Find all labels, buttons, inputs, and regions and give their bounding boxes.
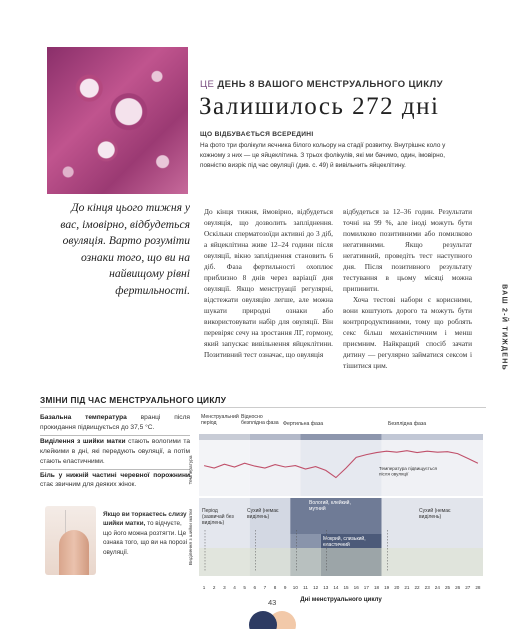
y-axis-label-mucus: Виділення з шийки матки xyxy=(189,508,194,566)
x-tick-label: 17 xyxy=(363,585,369,590)
mucus-label: (зазвичай без xyxy=(202,514,234,520)
x-tick-label: 5 xyxy=(243,585,246,590)
x-tick-label: 24 xyxy=(434,585,440,590)
x-tick-label: 4 xyxy=(233,585,236,590)
mucus-note-bold: Виділення з шийки матки xyxy=(40,437,126,445)
cycle-chart-svg xyxy=(183,412,485,607)
pain-note-bold: Біль у нижній частині черевної порожнини xyxy=(40,471,190,479)
mucus-label: Сухий (немає xyxy=(247,508,279,514)
page-title: Залишилось 272 дні xyxy=(199,93,440,120)
mucus-label: мутний xyxy=(309,506,326,512)
body-paragraph: До кінця тижня, ймовірно, відбудеться овуляція, що дозволить запліднення. Оскільки сперматозоїди активні до 3 діб, а яйцеклітина живе 12–24 години після овуляції, вікно запліднення становить 6 діб. Фаза фертильності охоплює приблизно 8 днів через варіації дня овуляції. Якщо менструації регулярні, відстежати овуляцію легше, але можна шукати природні ознаки або використовувати набір для овуляції. Він перевіряє сечу на зростання ЛГ, гормону, який запускає вивільнення яйцеклітини. Позитивний тест означає, що овуляція xyxy=(204,207,333,359)
body-column-1 xyxy=(204,206,333,360)
x-tick-label: 19 xyxy=(384,585,390,590)
side-tab-label: ВАШ 2-Й ТИЖДЕНЬ xyxy=(500,284,508,371)
finger-caption-text: то відчуєте, що його можна розтягти. Це ознака того, що ви на порозі овуляції. xyxy=(103,520,187,556)
x-tick-label: 22 xyxy=(414,585,420,590)
body-paragraph: відбудеться за 12–36 годин. Результати точні на 99 %, але іноді можуть бути помилково позитивними або помилково негативними. Якщо результат негативний, проведіть тест наступного дня. Після позитивного результату тестування в цьому місяці можна припинити. xyxy=(343,207,472,293)
finger-caption xyxy=(103,510,191,557)
body-paragraph: Хоча тестові набори є корисними, вони коштують дорого та можуть бути контрпродуктивними, тому що роблять секс більш механістичним і менш приємним. Найкращий спосіб зачати дитину — регулярно займатися сексом і тішитися цим. xyxy=(343,295,472,370)
x-tick-label: 18 xyxy=(373,585,380,590)
x-tick-label: 21 xyxy=(404,585,410,590)
x-tick-label: 23 xyxy=(424,585,430,590)
pain-note-text: стає звичним для деяких жінок. xyxy=(40,481,137,489)
mucus-note-text: стають вологими та клейкими в дні, які передують овуляції, а потім стають еластичними. xyxy=(40,437,190,465)
x-tick-label: 10 xyxy=(292,585,298,590)
temp-note-text: вранці після прокидання підвищується до 37,5 °С. xyxy=(40,414,190,431)
mucus-label: Період xyxy=(202,508,218,514)
x-tick-label: 26 xyxy=(455,585,461,590)
phase-label: Відносно xyxy=(241,414,263,420)
page-number: 43 xyxy=(268,598,277,607)
x-tick-label: 8 xyxy=(273,585,277,590)
mucus-label: еластичний xyxy=(323,542,350,548)
phase-label: Безплідна фаза xyxy=(388,421,427,427)
inside-text: На фото три фолікули яєчника білого кольору на стадії розвитку. Внутрішнє коло у кожному з них — це яйцеклітина. З трьох фолікулів, які ми бачимо, один, імовірно, повністю визріє під час овуляції (див. с. 49) й вивільнить яйцеклітину. xyxy=(200,142,446,169)
x-tick-label: 28 xyxy=(475,585,481,590)
finger-mucus-photo xyxy=(45,506,96,575)
x-tick-label: 20 xyxy=(394,585,400,590)
x-tick-label: 9 xyxy=(283,585,287,590)
day-heading-prefix: ЦЕ xyxy=(200,79,215,90)
temperature-annotation: після овуляції xyxy=(379,471,409,477)
x-tick-label: 7 xyxy=(263,585,267,590)
mucus-label: Сухий (немає xyxy=(419,508,451,514)
pull-quote: До кінця цього тижня у вас, імовірно, відбудеться овуляція. Варто розуміти ознаки того, що ви на найвищому рівні фертильності. xyxy=(60,201,190,297)
phase-label: Фертильна фаза xyxy=(283,421,324,427)
x-tick-label: 25 xyxy=(444,585,451,590)
phase-background xyxy=(250,440,301,496)
x-tick-label: 13 xyxy=(323,585,329,590)
phase-band xyxy=(300,434,381,440)
mucus-label: виділень) xyxy=(419,514,442,520)
phase-background xyxy=(300,440,381,496)
x-tick-label: 27 xyxy=(465,585,471,590)
finger-caption-bold: Якщо ви торкаєтесь слизу шийки матки, xyxy=(103,511,187,528)
x-tick-label: 14 xyxy=(333,585,339,590)
body-column-2 xyxy=(343,206,472,371)
day-heading xyxy=(200,79,443,90)
x-tick-label: 2 xyxy=(212,585,216,590)
phase-label: період xyxy=(201,420,217,426)
x-tick-label: 12 xyxy=(313,585,319,590)
x-tick-label: 1 xyxy=(202,585,206,590)
ovarian-follicles-photo xyxy=(47,47,188,194)
section-title: ЗМІНИ ПІД ЧАС МЕНСТРУАЛЬНОГО ЦИКЛУ xyxy=(40,395,227,405)
x-tick-label: 15 xyxy=(343,585,349,590)
day-heading-text: ДЕНЬ 8 ВАШОГО МЕНСТРУАЛЬНОГО ЦИКЛУ xyxy=(217,79,443,90)
mucus-label: Мокрий, слизький, xyxy=(323,536,366,542)
x-tick-label: 11 xyxy=(303,585,308,590)
section-divider xyxy=(40,407,486,408)
phase-band xyxy=(199,434,250,440)
side-tab xyxy=(496,272,510,392)
x-tick-label: 3 xyxy=(223,585,226,590)
x-axis-label: Дні менструального циклу xyxy=(300,596,382,603)
temp-note-bold: Базальна температура xyxy=(40,414,127,421)
phase-band xyxy=(382,434,483,440)
x-tick-label: 16 xyxy=(353,585,359,590)
y-axis-label-temperature: Температура xyxy=(189,455,194,485)
mucus-label: виділень) xyxy=(202,520,225,526)
mucus-label: Вологий, клейкий, xyxy=(309,500,351,506)
phase-label: Менструальний xyxy=(201,414,239,420)
x-tick-label: 6 xyxy=(253,585,257,590)
cycle-chart xyxy=(183,412,485,607)
cycle-notes xyxy=(40,413,190,490)
inside-heading: ЩО ВІДБУВАЄТЬСЯ ВСЕРЕДИНІ xyxy=(200,131,314,138)
phase-background xyxy=(199,440,250,496)
temperature-annotation: Температура підвищується xyxy=(379,466,438,471)
mucus-label: виділень) xyxy=(247,514,270,520)
phase-band xyxy=(250,434,301,440)
phase-label: безплідна фаза xyxy=(241,420,279,426)
mucus-base-strip xyxy=(199,548,483,576)
